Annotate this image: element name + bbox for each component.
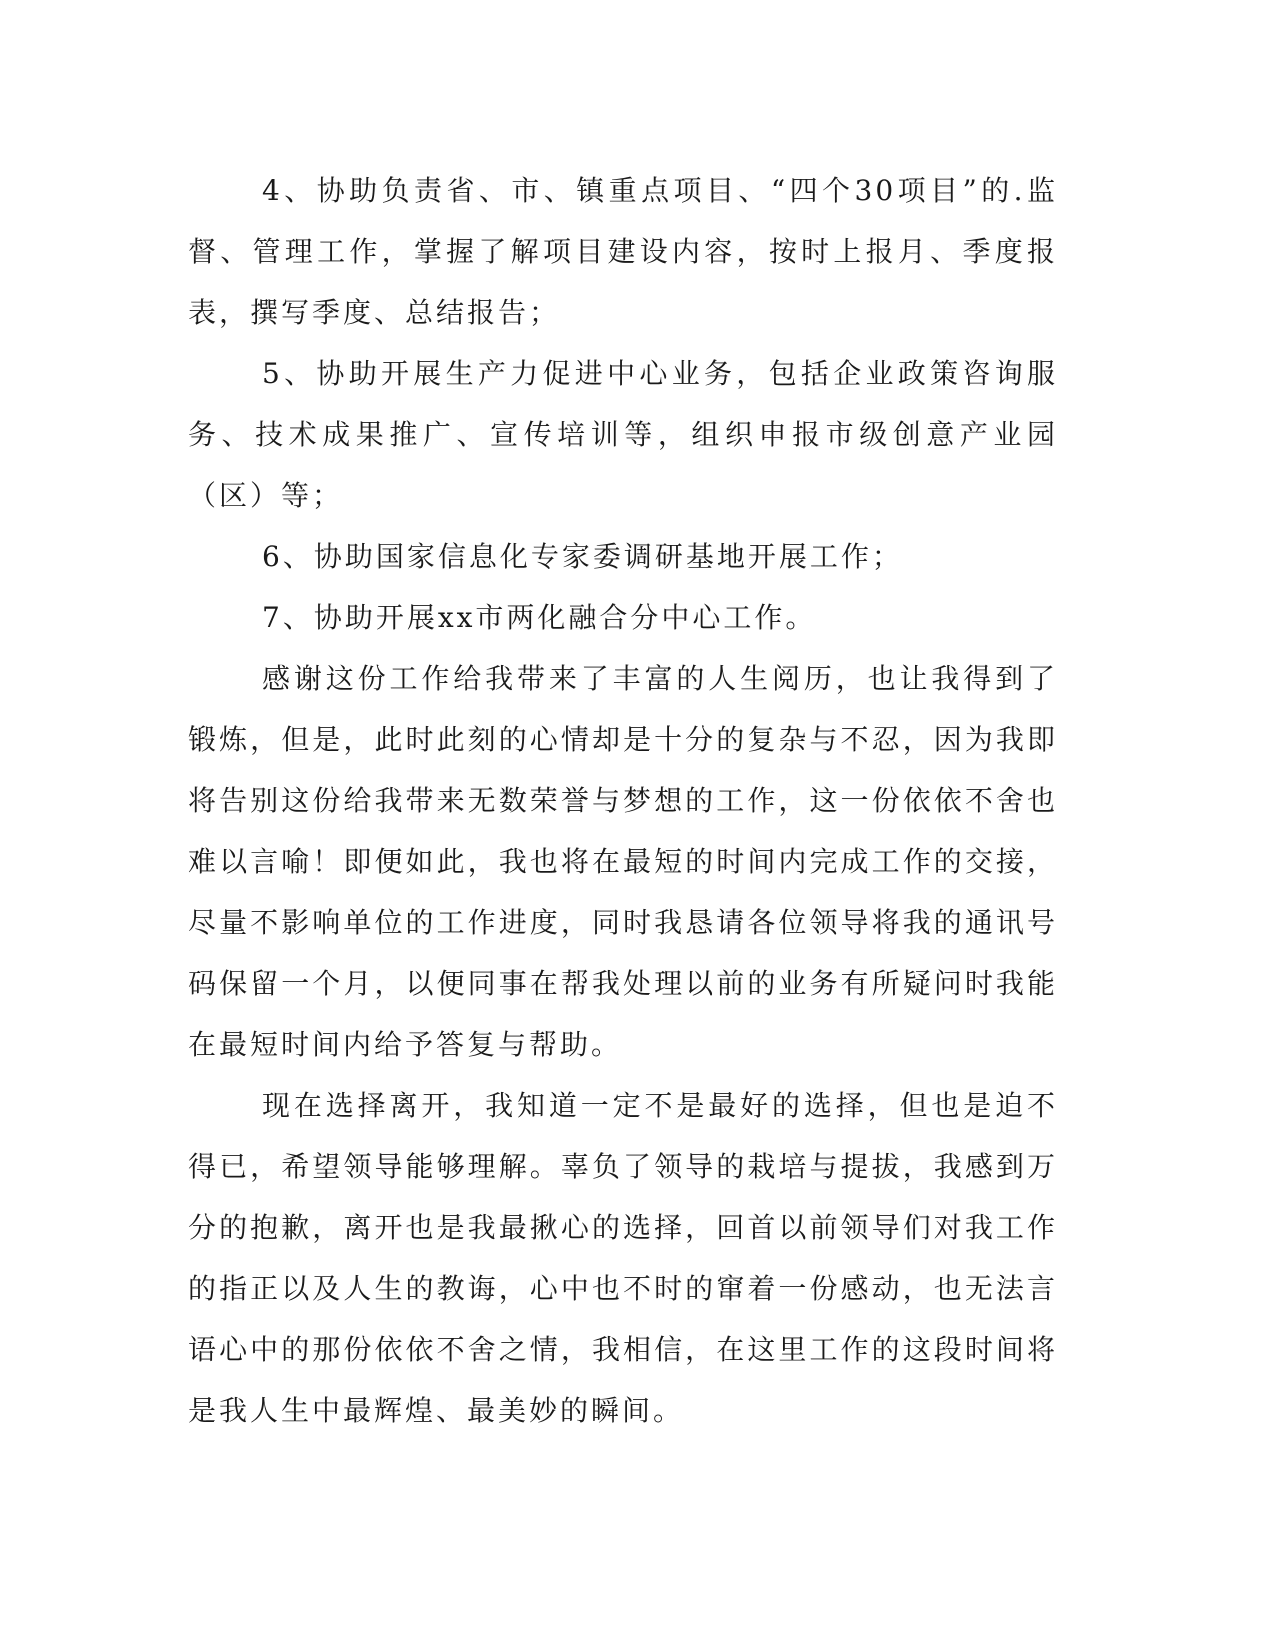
paragraph-item-4: 4、协助负责省、市、镇重点项目、“四个30项目”的.监督、管理工作，掌握了解项目建设内容，按时上报月、季度报表，撰写季度、总结报告； bbox=[188, 174, 1058, 329]
document-body bbox=[188, 160, 1058, 1441]
paragraph-leaving: 现在选择离开，我知道一定不是最好的选择，但也是迫不得已，希望领导能够理解。辜负了领导的栽培与提拔，我感到万分的抱歉，离开也是我最揪心的选择，回首以前领导们对我工作的指正以及人生的教诲，心中也不时的窜着一份感动，也无法言语心中的那份依依不舍之情，我相信，在这里工作的这段时间将是我人生中最辉煌、最美妙的瞬间。 bbox=[188, 1089, 1058, 1427]
paragraph-item-5: 5、协助开展生产力促进中心业务，包括企业政策咨询服务、技术成果推广、宣传培训等，组织申报市级创意产业园（区）等； bbox=[188, 357, 1058, 512]
paragraph-item-7: 7、协助开展xx市两化融合分中心工作。 bbox=[262, 601, 817, 634]
paragraph-thanks: 感谢这份工作给我带来了丰富的人生阅历，也让我得到了锻炼，但是，此时此刻的心情却是十分的复杂与不忍，因为我即将告别这份给我带来无数荣誉与梦想的工作，这一份依依不舍也难以言喻！即便如此，我也将在最短的时间内完成工作的交接，尽量不影响单位的工作进度，同时我恳请各位领导将我的通讯号码保留一个月，以便同事在帮我处理以前的业务有所疑问时我能在最短时间内给予答复与帮助。 bbox=[188, 662, 1058, 1061]
paragraph-item-6: 6、协助国家信息化专家委调研基地开展工作； bbox=[262, 540, 903, 573]
